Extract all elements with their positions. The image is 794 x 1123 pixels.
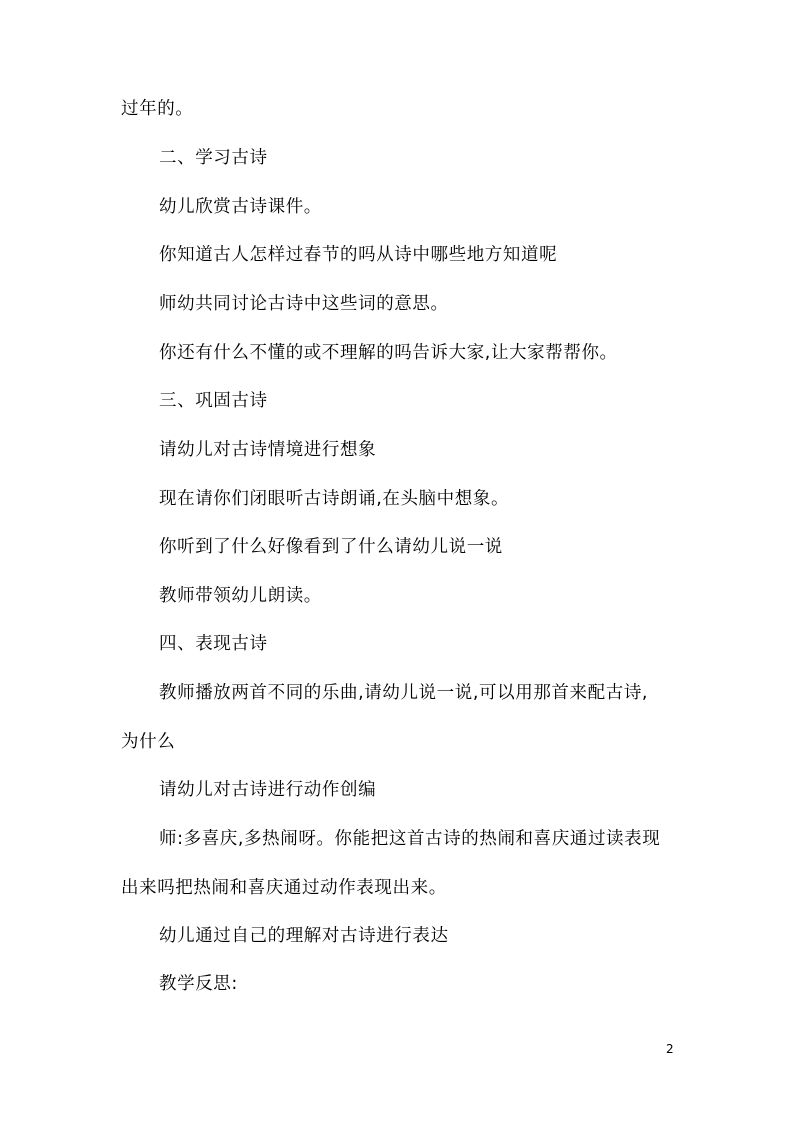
text-line: 幼儿通过自己的理解对古诗进行表达 bbox=[159, 926, 449, 946]
page-number: 2 bbox=[666, 1042, 674, 1056]
text-line-continuation: 为什么 bbox=[121, 732, 176, 752]
text-line: 你听到了什么好像看到了什么请幼儿说一说 bbox=[159, 537, 503, 557]
text-line: 你还有什么不懂的或不理解的吗告诉大家,让大家帮帮你。 bbox=[159, 343, 618, 363]
section-heading-learn-poem: 二、学习古诗 bbox=[159, 148, 268, 168]
text-line: 师幼共同讨论古诗中这些词的意思。 bbox=[159, 294, 449, 314]
section-heading-reflection: 教学反思: bbox=[159, 974, 238, 994]
section-heading-express-poem: 四、表现古诗 bbox=[159, 634, 268, 654]
paragraph-continuation: 过年的。 bbox=[121, 99, 194, 119]
text-line: 请幼儿对古诗进行动作创编 bbox=[159, 780, 377, 800]
text-line: 你知道古人怎样过春节的吗从诗中哪些地方知道呢 bbox=[159, 245, 558, 265]
text-line: 教师带领幼儿朗读。 bbox=[159, 586, 322, 606]
section-heading-consolidate-poem: 三、巩固古诗 bbox=[159, 391, 268, 411]
text-line-continuation: 出来吗把热闹和喜庆通过动作表现出来。 bbox=[121, 878, 447, 898]
text-line: 师:多喜庆,多热闹呀。你能把这首古诗的热闹和喜庆通过读表现 bbox=[159, 829, 661, 849]
text-line: 教师播放两首不同的乐曲,请幼儿说一说,可以用那首来配古诗, bbox=[159, 683, 649, 703]
text-line: 现在请你们闭眼听古诗朗诵,在头脑中想象。 bbox=[159, 489, 510, 509]
text-line: 请幼儿对古诗情境进行想象 bbox=[159, 440, 377, 460]
text-line: 幼儿欣赏古诗课件。 bbox=[159, 197, 322, 217]
